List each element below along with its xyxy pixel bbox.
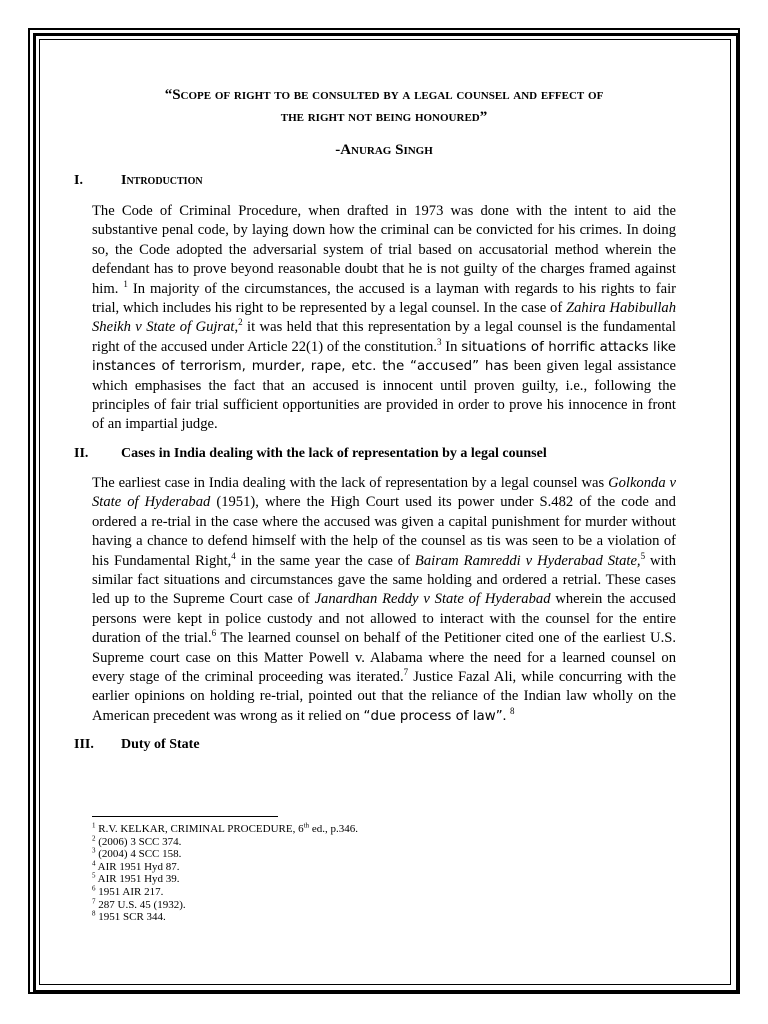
footnotes — [92, 823, 358, 924]
footnote-ref-5[interactable]: 5 — [640, 550, 646, 561]
author-name: -Anurag Singh — [335, 142, 433, 158]
case-name: Janardhan Reddy v State of Hyderabad — [314, 591, 551, 608]
title-line-1: “Scope of right to be consulted by a legal counsel and effect of — [164, 87, 604, 103]
paragraph-introduction: The Code of Criminal Procedure, when drafted in 1973 was done with the intent to aid the substantive penal code, by laying down how the criminal can be convicted for his crimes. In doing so, the Code adopted the adversarial system of trial based on accusatorial method wherein the defendant has to prove beyond reasonable doubt that he is not guilty of the charges framed against him. $^1$ In majority of the circumstances, the accused is a layman with regards to his rights to fair trial, which includes his right to be represented by a legal counsel. In the case of Zahira Habibullah Sheikh v State of Gujrat,$^2$ it was held that this representation by a legal counsel is the fundamental right of the accused under Article 22(1) of the constitution.$^3$ In situations of horrific attacks like instances of terrorism, murder, rape, etc. the “accused” has been given legal assistance which emphasises the fact that an accused is innocent until proven guilty, i.e., following the principles of fair trial sufficient opportunities are provided in order to prove his innocence in front of an impartial judge. — [92, 203, 677, 433]
footnote-ref-6[interactable]: 6 — [211, 628, 217, 639]
footnote: $^4$ AIR 1951 Hyd 87. — [92, 859, 180, 873]
footnote: $^2$ (2006) 3 SCC 374. — [92, 833, 182, 848]
footnote-separator — [92, 816, 278, 817]
footnote-ref-4[interactable]: 4 — [231, 550, 236, 561]
document-title — [92, 84, 676, 128]
footnote-ref-1[interactable]: 1 — [123, 278, 128, 289]
section-title: Duty of State — [121, 737, 200, 753]
footnote: $^3$ (2004) 4 SCC 158. — [92, 846, 182, 861]
case-name: Zahira Habibullah Sheikh v State of Gujrat — [92, 300, 676, 336]
footnote: $^1$ R.V. KELKAR, CRIMINAL PROCEDURE, 6th ed., p.346. — [92, 821, 358, 835]
section-heading-1 — [74, 173, 676, 189]
footnote-ref-7[interactable]: 7 — [403, 667, 409, 678]
footnote: $^6$ 1951 AIR 217. — [92, 884, 164, 898]
section-title: Cases in India dealing with the lack of representation by a legal counsel — [121, 445, 547, 461]
section-number: III. — [74, 737, 94, 753]
footnote: $^5$ AIR 1951 Hyd 39. — [92, 871, 180, 886]
footnote-ref-8[interactable]: 8 — [509, 705, 515, 716]
case-name: Golkonda v State of Hyderabad — [92, 474, 676, 511]
case-name: Bairam Ramreddi v Hyderabad State, — [414, 552, 641, 569]
document-page — [74, 84, 677, 753]
section-title: Introduction — [121, 173, 203, 188]
paragraph-cases: The earliest case in India dealing with the lack of representation by a legal counsel was Golkonda v State of Hyderabad (1951), where the High Court used its power under S.482 of the code and ordered a re-trial in the case where the accused was given a capital punishment for murder without having a chance to defend himself with the help of the counsel as tis was seen to be a violation of his Fundamental Right,$^4$ in the same year the case of Bairam Ramreddi v Hyderabad State,$^5$ with similar fact situations and circumstances gave the same holding and ordered a retrial. These cases led up to the Supreme Court case of Janardhan Reddy v State of Hyderabad wherein the accused persons were kept in police custody and not allowed to interact with the counsel for the entire duration of the trial.$^6$ The learned counsel on behalf of the Petitioner cited one of the earliest U.S. Supreme court case on this Matter Powell v. Alabama where the need for a learned counsel on every stage of the criminal proceeding was iterated.$^7$ Justice Fazal Ali, while concurring with the earlier opinions on holding re-trial, pointed out that the reliance of the Indian law wholly on the American precedent was wrong as it relied on “due process of law”. $^8$ — [92, 474, 676, 724]
footnote: $^8$ 1951 SCR 344. — [92, 909, 166, 924]
section-heading-3 — [74, 737, 676, 753]
section-number: I. — [74, 173, 83, 188]
alt-font-text: situations of horrific attacks like instances of terrorism, murder, rape, etc. the “accused” has — [92, 339, 676, 375]
footnote-ref-2[interactable]: 2 — [238, 317, 243, 328]
footnote-ref-3[interactable]: 3 — [437, 336, 442, 347]
section-number: II. — [74, 445, 89, 461]
title-line-2: the right not being honoured” — [280, 109, 488, 125]
section-heading-2 — [74, 446, 676, 462]
footnote: $^7$ 287 U.S. 45 (1932). — [92, 896, 186, 911]
alt-font-text: “due process of law” — [363, 708, 503, 724]
